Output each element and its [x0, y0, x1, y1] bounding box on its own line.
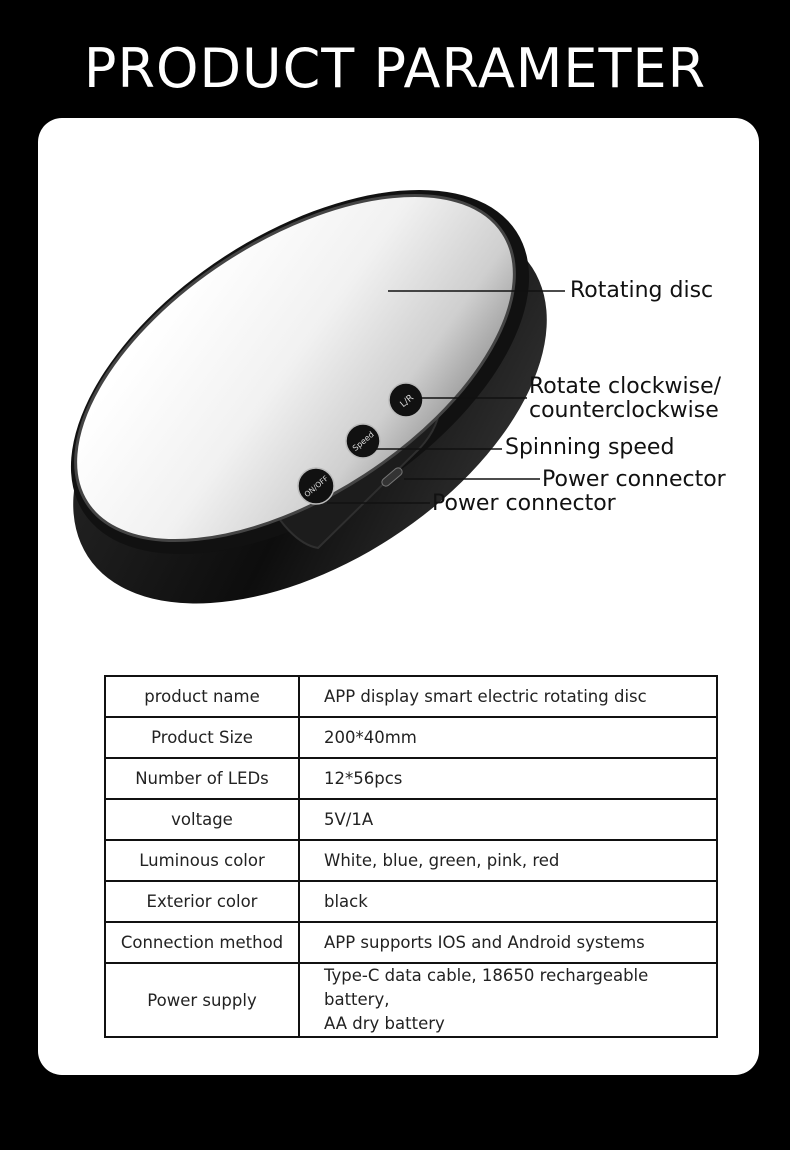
- table-row: [105, 799, 717, 840]
- table-row: [105, 963, 717, 1037]
- spec-value: Type-C data cable, 18650 rechargeable battery, AA dry battery: [299, 963, 717, 1037]
- callout-rotate-direction: Rotate clockwise/ counterclockwise: [529, 374, 722, 423]
- lr-button: [389, 383, 423, 417]
- spec-value: 200*40mm: [299, 717, 717, 758]
- spec-value: APP display smart electric rotating disc: [299, 676, 717, 717]
- spec-label: Number of LEDs: [105, 758, 299, 799]
- spec-label: Power supply: [105, 963, 299, 1037]
- spec-label: Product Size: [105, 717, 299, 758]
- callout-power-connector-1: Power connector: [542, 467, 726, 492]
- onoff-button: [298, 468, 334, 504]
- callout-spinning-speed: Spinning speed: [505, 435, 675, 460]
- spec-value: black: [299, 881, 717, 922]
- page-title: PRODUCT PARAMETER: [83, 37, 707, 100]
- spec-label: Exterior color: [105, 881, 299, 922]
- callout-rotating-disc: Rotating disc: [570, 278, 714, 303]
- spec-value: 5V/1A: [299, 799, 717, 840]
- spec-value: White, blue, green, pink, red: [299, 840, 717, 881]
- svg-text:L/R: L/R: [398, 393, 416, 410]
- table-row: [105, 758, 717, 799]
- table-row: [105, 840, 717, 881]
- spec-label: Luminous color: [105, 840, 299, 881]
- spec-table: [104, 675, 718, 1038]
- svg-text:ON/OFF: ON/OFF: [302, 473, 331, 500]
- table-row: [105, 676, 717, 717]
- table-row: [105, 717, 717, 758]
- callout-power-connector-2: Power connector: [432, 491, 616, 516]
- spec-value: 12*56pcs: [299, 758, 717, 799]
- spec-value: APP supports IOS and Android systems: [299, 922, 717, 963]
- table-row: [105, 881, 717, 922]
- svg-text:Speed: Speed: [350, 429, 376, 453]
- spec-label: product name: [105, 676, 299, 717]
- table-row: [105, 922, 717, 963]
- speed-button: [346, 424, 380, 458]
- spec-label: voltage: [105, 799, 299, 840]
- spec-label: Connection method: [105, 922, 299, 963]
